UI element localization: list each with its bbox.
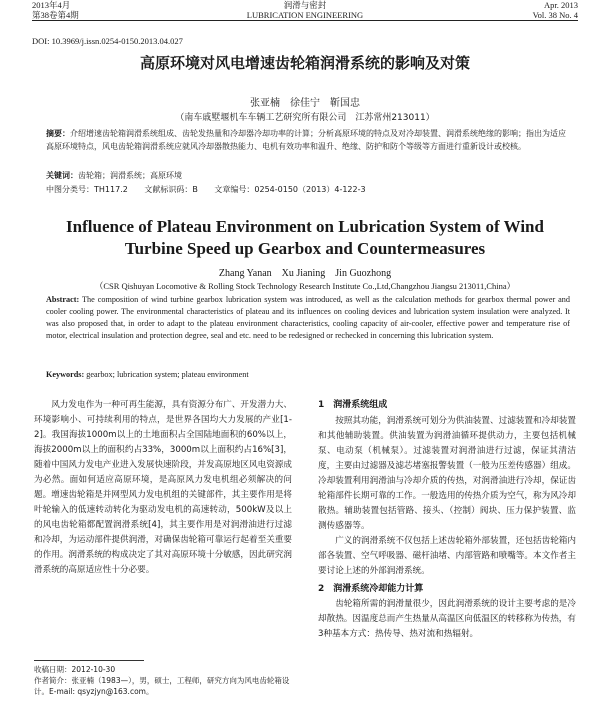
section1-paragraph2: 广义的润滑系统不仅包括上述齿轮箱外部装置，还包括齿轮箱内部各装置、空气呼吸器、磁杆油堵、内部管路和喷嘴等。本文作者主要讨论上述的外部润滑系统。 — [318, 536, 576, 576]
chinese-title: 高原环境对风电增速齿轮箱润滑系统的影响及对策 — [139, 54, 470, 72]
english-abstract-text: The composition of wind turbine gearbox lubrication system was introduced, as well as the calculation methods for gearbox thermal power and cooler cooling power. The environmental characteristics of plateau and its influences on cooling devices and lubrication system insulation were analyzed. It was also proposed that, in order to adapt to the plateau environment characteristics, cooling capacity of air-cooler, effective power and temperature rise of motor, electrical insulation and protection degree, seal and etc. need to be redesigned or rechecked in concerning this lubrication system. — [46, 295, 570, 340]
chinese-keywords — [46, 170, 570, 181]
chinese-abstract-label: 摘要： — [46, 129, 70, 138]
english-title-line2: Turbine Speed up Gearbox and Countermeasures — [124, 239, 486, 258]
section2-paragraph1: 齿轮箱所需的润滑量很少，因此润滑系统的设计主要考虑的是冷却散热。因温度总而产生热量从高温区向低温区的转移称为传热，有3种基本方式：热传导、热对流和热辐射。 — [318, 599, 576, 639]
journal-name-cn: 润滑与密封 — [283, 0, 327, 10]
doi: DOI: 10.3969/j.issn.0254-0150.2013.04.027 — [32, 36, 183, 46]
header-volume-en: Vol. 38 No. 4 — [532, 10, 578, 20]
chinese-abstract-text: 介绍增速齿轮箱润滑系统组成、齿轮发热量和冷却器冷却功率的计算；分析高原环境的特点及对冷却装置、润滑系统绝缘的影响；指出为适应高原环境特点，风电齿轮箱润滑系统应就风冷却器散热能力、电机有效功率和温升、绝缘、防护和防个等级等方面进行重新设计或校核。 — [46, 129, 566, 151]
body-left-column — [34, 398, 292, 578]
chinese-keywords-label: 关键词： — [46, 171, 78, 180]
footnote — [34, 660, 292, 697]
section-heading-2: 2 润滑系统冷却能力计算 — [318, 584, 424, 594]
chinese-affiliation: （南车戚墅堰机车车辆工艺研究所有限公司 江苏常州213011） — [175, 113, 435, 123]
footnote-author: 作者简介：张亚楠（1983—），男，硕士，工程师，研究方向为风电齿轮箱设计。E-mail: qsyzjyn@163.com。 — [34, 676, 290, 696]
english-keywords-label: Keywords: — [46, 370, 85, 379]
journal-name-en: LUBRICATION ENGINEERING — [246, 10, 364, 20]
footnote-received: 收稿日期：2012-10-30 — [34, 665, 116, 674]
header-date: 2013年4月 — [32, 0, 71, 10]
section1-paragraph1: 按照其功能，润滑系统可划分为供油装置、过滤装置和冷却装置和其他辅助装置。供油装置为润滑油循环提供动力，主要包括机械泵、电动泵（机械泵）。过滤装置对润滑油进行过滤，保证其清洁度，主要由过滤器及滤芯堵塞报警装置（一般为压差传感器）组成。冷却装置利用润滑油与冷却介质的传热，对润滑油进行冷却，保证齿轮箱部件长期可靠的工作。一般选用的传热介质为空气，称为风冷却散热。辅助装置包括管路、接头、（控制）阀块、压力保护装置、监测传感器等。 — [318, 416, 576, 531]
running-header — [32, 0, 578, 21]
english-abstract — [46, 294, 570, 342]
section-heading-1: 1 润滑系统组成 — [318, 400, 388, 410]
footnote-rule — [34, 660, 144, 661]
header-date-en: Apr. 2013 — [544, 0, 578, 10]
chinese-keywords-text: 齿轮箱；润滑系统；高原环境 — [78, 171, 182, 180]
classification-line — [46, 184, 570, 195]
chinese-abstract — [46, 128, 570, 153]
body-right-column — [318, 398, 576, 642]
english-keywords-text: gearbox; lubrication system; plateau environment — [86, 370, 249, 379]
english-title — [32, 216, 578, 260]
article-number: 文章编号：0254-0150（2013）4-122-3 — [214, 185, 366, 194]
clc-number: 中图分类号：TH117.2 — [46, 185, 128, 194]
document-code: 文献标识码：B — [144, 185, 198, 194]
english-title-line1: Influence of Plateau Environment on Lubrication System of Wind — [66, 217, 544, 236]
english-keywords — [46, 370, 570, 379]
header-volume: 第38卷第4期 — [32, 10, 79, 20]
english-affiliation: （CSR Qishuyan Locomotive & Rolling Stock Technology Research Institute Co.,Ltd,Changzhou Jiangsu 213011,China） — [94, 281, 516, 291]
intro-paragraph: 风力发电作为一种可再生能源，具有资源分布广、开发潜力大、环境影响小、可持续利用的特点，是世界各国均大力发展的产业[1-2]。我国海拔1000m以上的土地面积占全国陆地面积的60%以上，海拔2000m以上的面积约占33%，3000m以上面积约占16%[3]，随着中国风力发电产业进入发展快速阶段，并发高原地区风电资源成为必然。面如何适应高原环境，是高原风力发电机组必须解决的问题。增速齿轮箱是并网型风力发电机组的关键部件，其主要作用是将叶轮输入的低速转动转化为驱动发电机的高速转动，500kW及以上的风电齿轮箱都配置润滑系统[4]，其主要作用是对润滑油进行过滤和冷却，为运动部件提供润滑，对确保齿轮箱可靠运行起着至关重要的作用。润滑系统的构成决定了其对高原环境十分敏感，因此研究润滑系统的高原适应性十分必要。 — [34, 400, 292, 575]
chinese-authors: 张亚楠 徐佳宁 靳国忠 — [250, 98, 360, 109]
english-authors: Zhang Yanan Xu Jianing Jin Guozhong — [218, 268, 392, 279]
english-abstract-label: Abstract: — [46, 295, 80, 304]
